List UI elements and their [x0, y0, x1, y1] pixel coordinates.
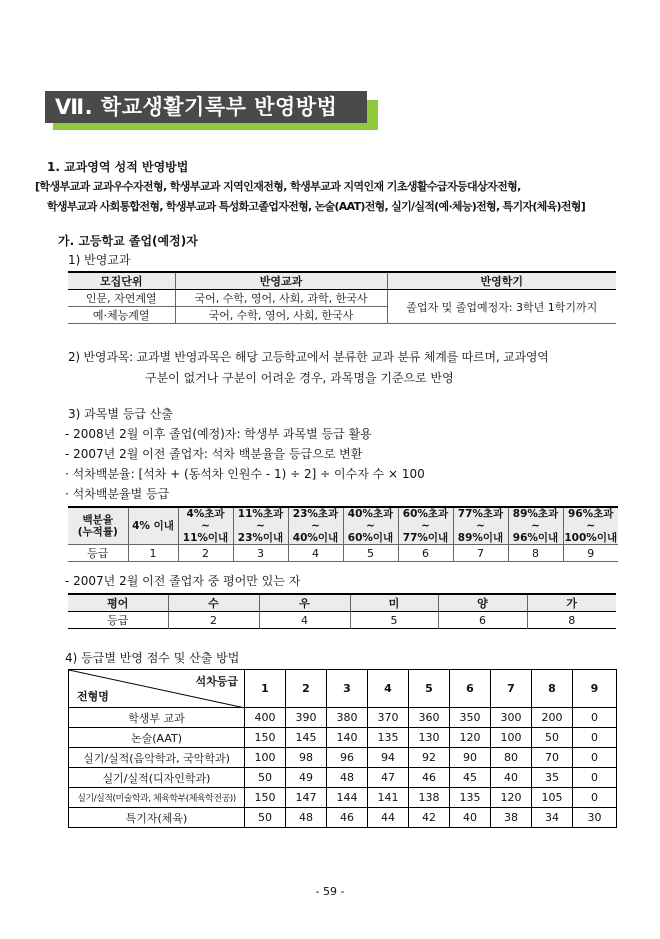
percentile-bot: 60%이내 — [347, 532, 394, 544]
percentile-cell — [343, 507, 398, 545]
percentile-top: 4% 이내 — [132, 520, 174, 532]
grade-value: 1 — [128, 545, 178, 562]
score-value: 46 — [327, 808, 368, 828]
semester-cell: 졸업자 및 졸업예정자: 3학년 1학기까지 — [387, 290, 616, 324]
item1-label: 1) 반영교과 — [68, 253, 131, 267]
score-value: 48 — [327, 768, 368, 788]
score-value: 380 — [327, 708, 368, 728]
percentile-cell — [508, 507, 563, 545]
peer-cell: 2 — [168, 612, 259, 629]
percentile-cell — [563, 507, 618, 545]
percentile-bot: 96%이내 — [512, 532, 559, 544]
percentile-bot: 89%이내 — [457, 532, 504, 544]
corner-bottom-label: 전형명 — [77, 690, 109, 703]
page-number: - 59 - — [315, 885, 345, 898]
score-value: 200 — [532, 708, 573, 728]
grade-header: 9 — [573, 670, 617, 708]
header-unit: 모집단위 — [68, 272, 175, 290]
score-value: 90 — [450, 748, 491, 768]
grade-value: 5 — [343, 545, 398, 562]
score-value: 150 — [245, 788, 286, 808]
percentile-top: 40%초과 — [347, 508, 394, 520]
score-value: 50 — [245, 768, 286, 788]
score-row — [69, 788, 617, 808]
subjects-table — [68, 271, 616, 324]
percentile-bot: 11%이내 — [182, 532, 229, 544]
item3-line-e: - 2007년 2월 이전 졸업자 중 평어만 있는 자 — [65, 574, 301, 588]
score-value: 135 — [450, 788, 491, 808]
score-value: 141 — [368, 788, 409, 808]
item3-line-d: · 석차백분율별 등급 — [65, 487, 170, 501]
score-value: 80 — [491, 748, 532, 768]
track-name: 실기/실적(음악학과, 국악학과) — [69, 748, 245, 768]
score-value: 100 — [245, 748, 286, 768]
peer-cell: 4 — [259, 612, 350, 629]
grade-header: 6 — [450, 670, 491, 708]
grade-header: 8 — [532, 670, 573, 708]
percentile-cell — [398, 507, 453, 545]
percentile-cell — [128, 507, 178, 545]
row-subjects: 국어, 수학, 영어, 사회, 과학, 한국사 — [175, 290, 387, 307]
peer-header: 수 — [168, 594, 259, 612]
grade-value: 2 — [178, 545, 233, 562]
score-value: 40 — [450, 808, 491, 828]
item3-line-b: - 2007년 2월 이전 졸업자: 석차 백분율을 등급으로 변환 — [65, 447, 363, 461]
percentile-grade-table — [68, 506, 618, 562]
score-value: 145 — [286, 728, 327, 748]
percentile-cell — [178, 507, 233, 545]
percentile-bot: 100%이내 — [564, 532, 618, 544]
score-value: 48 — [286, 808, 327, 828]
score-row — [69, 728, 617, 748]
grade-header: 5 — [409, 670, 450, 708]
score-value: 47 — [368, 768, 409, 788]
score-value: 120 — [491, 788, 532, 808]
percentile-top: 77%초과 — [457, 508, 504, 520]
score-value: 120 — [450, 728, 491, 748]
track-name: 논술(AAT) — [69, 728, 245, 748]
grade-header: 3 — [327, 670, 368, 708]
grade-value: 3 — [233, 545, 288, 562]
score-value: 140 — [327, 728, 368, 748]
percentile-top: 96%초과 — [568, 508, 614, 520]
peer-header: 양 — [438, 594, 527, 612]
score-value: 50 — [532, 728, 573, 748]
peer-header: 우 — [259, 594, 350, 612]
percentile-header-line-2: (누적률) — [77, 526, 118, 538]
score-value: 144 — [327, 788, 368, 808]
peer-header: 가 — [527, 594, 616, 612]
score-value: 400 — [245, 708, 286, 728]
peer-cell: 8 — [527, 612, 616, 629]
grade-header: 1 — [245, 670, 286, 708]
track-name: 특기자(체육) — [69, 808, 245, 828]
percentile-header-line-1: 백분율 — [82, 514, 113, 526]
grade-header: 7 — [491, 670, 532, 708]
percentile-cell — [453, 507, 508, 545]
percentile-top: 4%초과 — [186, 508, 225, 520]
score-value: 135 — [368, 728, 409, 748]
percentile-bot: 23%이내 — [237, 532, 284, 544]
score-row — [69, 768, 617, 788]
grade-value: 7 — [453, 545, 508, 562]
grade-value: 6 — [398, 545, 453, 562]
score-value: 44 — [368, 808, 409, 828]
score-value: 300 — [491, 708, 532, 728]
percentile-mid: ~ — [531, 520, 540, 532]
score-row — [69, 808, 617, 828]
grade-value: 4 — [288, 545, 343, 562]
item3-label: 3) 과목별 등급 산출 — [68, 407, 173, 421]
score-value: 130 — [409, 728, 450, 748]
percentile-top: 89%초과 — [512, 508, 559, 520]
percentile-cell — [233, 507, 288, 545]
percentile-mid: ~ — [421, 520, 430, 532]
score-value: 70 — [532, 748, 573, 768]
item2-line-1: 2) 반영과목: 교과별 반영과목은 해당 고등학교에서 분류한 교과 분류 체계를 따르며, 교과영역 — [68, 350, 549, 364]
item4-label: 4) 등급별 반영 점수 및 산출 방법 — [65, 651, 240, 665]
item3-line-c: · 석차백분율: [석차 + (동석차 인원수 - 1) ÷ 2] ÷ 이수자 수 × 100 — [65, 467, 425, 481]
item2-line-2: 구분이 없거나 구분이 어려운 경우, 과목명을 기준으로 반영 — [145, 371, 454, 385]
score-value: 0 — [573, 768, 617, 788]
peer-cell: 6 — [438, 612, 527, 629]
score-value: 49 — [286, 768, 327, 788]
percentile-cell — [288, 507, 343, 545]
percentile-header — [68, 507, 128, 545]
peer-cell: 등급 — [107, 614, 129, 627]
percentile-mid: ~ — [366, 520, 375, 532]
section-heading: 1. 교과영역 성적 반영방법 — [47, 160, 189, 174]
score-value: 92 — [409, 748, 450, 768]
corner-top-label: 석차등급 — [195, 675, 238, 688]
score-value: 96 — [327, 748, 368, 768]
score-value: 45 — [450, 768, 491, 788]
score-value: 30 — [573, 808, 617, 828]
score-value: 0 — [573, 788, 617, 808]
score-value: 150 — [245, 728, 286, 748]
grade-header: 4 — [368, 670, 409, 708]
percentile-mid: ~ — [201, 520, 210, 532]
item3-line-a: - 2008년 2월 이후 졸업(예정)자: 학생부 과목별 등급 활용 — [65, 427, 372, 441]
score-value: 40 — [491, 768, 532, 788]
peer-grade-table — [68, 593, 616, 629]
score-value: 46 — [409, 768, 450, 788]
tracks-line-2: 학생부교과 사회통합전형, 학생부교과 특성화고졸업자전형, 논술(AAT)전형, 실기/실적(예·체능)전형, 특기자(체육)전형] — [47, 200, 586, 213]
row-unit: 인문, 자연계열 — [68, 290, 175, 307]
track-name: 학생부 교과 — [69, 708, 245, 728]
grade-value: 9 — [563, 545, 618, 562]
score-value: 42 — [409, 808, 450, 828]
peer-header: 미 — [350, 594, 438, 612]
score-row — [69, 708, 617, 728]
score-value: 50 — [245, 808, 286, 828]
peer-header: 평어 — [68, 594, 168, 612]
percentile-mid: ~ — [256, 520, 265, 532]
tracks-line-1: [학생부교과 교과우수자전형, 학생부교과 지역인재전형, 학생부교과 지역인재 기초생활수급자등대상자전형, — [35, 180, 521, 193]
grade-value: 8 — [508, 545, 563, 562]
row-subjects: 국어, 수학, 영어, 사회, 한국사 — [175, 307, 387, 324]
header-semester: 반영학기 — [387, 272, 616, 290]
page-title: Ⅶ. 학교생활기록부 반영방법 — [45, 91, 367, 123]
score-value: 350 — [450, 708, 491, 728]
score-value: 35 — [532, 768, 573, 788]
header-subjects: 반영교과 — [175, 272, 387, 290]
track-name: 실기/실적(미술학과, 체육학부(체육학전공)) — [69, 788, 245, 808]
score-value: 147 — [286, 788, 327, 808]
grade-header: 2 — [286, 670, 327, 708]
peer-cell: 5 — [350, 612, 438, 629]
grade-label: 등급 — [68, 545, 128, 562]
score-value: 0 — [573, 728, 617, 748]
score-value: 138 — [409, 788, 450, 808]
score-value: 0 — [573, 748, 617, 768]
score-value: 100 — [491, 728, 532, 748]
score-value: 390 — [286, 708, 327, 728]
row-unit: 예·체능계열 — [68, 307, 175, 324]
percentile-top: 60%초과 — [402, 508, 449, 520]
score-value: 94 — [368, 748, 409, 768]
score-table — [68, 669, 617, 828]
score-value: 105 — [532, 788, 573, 808]
percentile-bot: 77%이내 — [402, 532, 449, 544]
score-value: 360 — [409, 708, 450, 728]
percentile-bot: 40%이내 — [292, 532, 339, 544]
score-value: 0 — [573, 708, 617, 728]
subsection-heading: 가. 고등학교 졸업(예정)자 — [58, 234, 198, 248]
percentile-mid: ~ — [586, 520, 596, 532]
track-name: 실기/실적(디자인학과) — [69, 768, 245, 788]
percentile-mid: ~ — [476, 520, 485, 532]
score-value: 38 — [491, 808, 532, 828]
score-value: 98 — [286, 748, 327, 768]
score-value: 370 — [368, 708, 409, 728]
score-value: 34 — [532, 808, 573, 828]
corner-cell — [69, 670, 245, 708]
percentile-top: 23%초과 — [292, 508, 339, 520]
percentile-mid: ~ — [311, 520, 320, 532]
score-row — [69, 748, 617, 768]
percentile-top: 11%초과 — [237, 508, 284, 520]
